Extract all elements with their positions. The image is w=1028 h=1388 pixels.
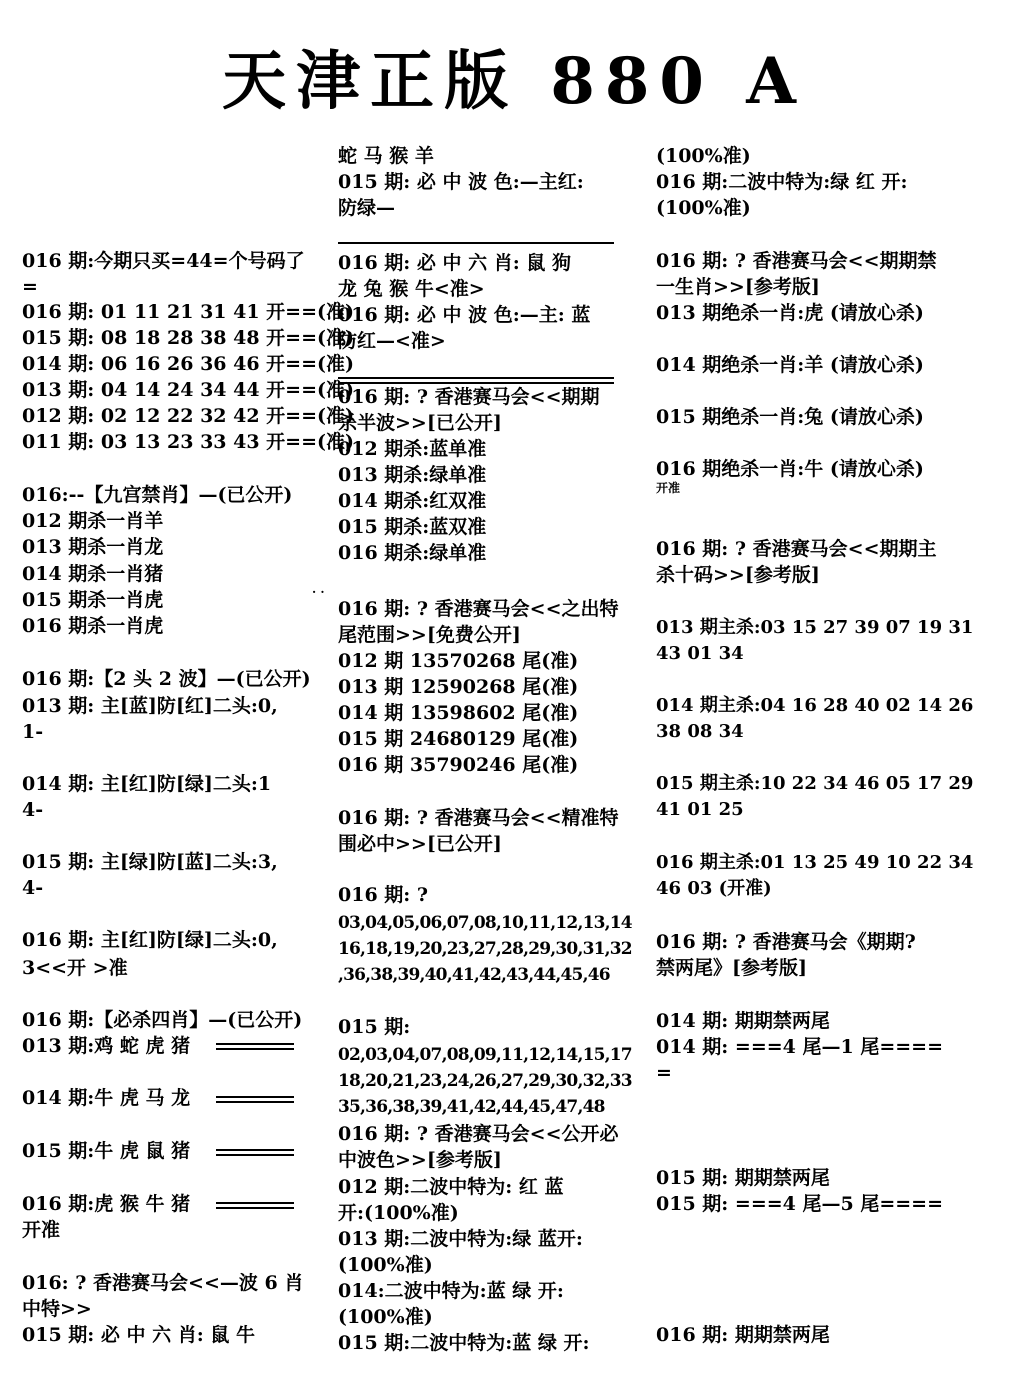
- right-line: 016 期绝杀一肖:牛 (请放心杀): [656, 458, 924, 480]
- left-line: 016 期:【必杀四肖】—(已公开): [22, 1009, 303, 1031]
- left-line: 016 期:【2 头 2 波】—(已公开): [22, 668, 311, 690]
- middle-line: (100%准): [338, 1254, 433, 1276]
- middle-line: 014 期杀:红双准: [338, 490, 487, 512]
- left-line: 016 期: 01 11 21 31 41 开==(准): [22, 301, 354, 323]
- middle-line: 围必中>>[已公开]: [338, 833, 502, 855]
- right-line: 013 期绝杀一肖:虎 (请放心杀): [656, 302, 924, 324]
- middle-line: 012 期:二波中特为: 红 蓝: [338, 1176, 564, 1198]
- left-line: 015 期:牛 虎 鼠 猪: [22, 1140, 191, 1162]
- right-line: 016 期:二波中特为:绿 红 开:: [656, 171, 908, 193]
- right-line: 016 期主杀:01 13 25 49 10 22 34: [656, 852, 974, 873]
- middle-line: 016 期 35790246 尾(准): [338, 754, 579, 776]
- right-line: (100%准): [656, 145, 751, 167]
- left-line: 016: ? 香港赛马会<<—波 6 肖: [22, 1272, 304, 1294]
- middle-line: 18,20,21,23,24,26,27,29,30,32,33: [338, 1071, 632, 1091]
- page-title: 天津正版 880 A: [222, 44, 806, 119]
- right-line: 016 期: 期期禁两尾: [656, 1324, 830, 1346]
- right-line: 41 01 25: [656, 799, 744, 820]
- right-line: 43 01 34: [656, 643, 744, 664]
- middle-line: 35,36,38,39,41,42,44,45,47,48: [338, 1097, 605, 1117]
- left-line: 016 期: 主[红]防[绿]二头:0,: [22, 929, 278, 951]
- left-line: 012 期杀一肖羊: [22, 510, 164, 532]
- middle-line: 防红—<准>: [338, 330, 446, 352]
- double-bar: [216, 1043, 294, 1050]
- right-line: =: [656, 1062, 672, 1084]
- section-divider: [338, 377, 614, 384]
- left-line: 013 期:鸡 蛇 虎 猪: [22, 1035, 191, 1057]
- right-line: 禁两尾》[参考版]: [656, 957, 807, 979]
- right-line: 014 期主杀:04 16 28 40 02 14 26: [656, 695, 974, 716]
- left-line: 016 期:虎 猴 牛 猪: [22, 1193, 191, 1215]
- middle-line: 16,18,19,20,23,27,28,29,30,31,32: [338, 939, 632, 959]
- left-line: 015 期: 08 18 28 38 48 开==(准): [22, 327, 354, 349]
- right-line: 013 期主杀:03 15 27 39 07 19 31: [656, 617, 974, 638]
- section-divider: [338, 242, 614, 244]
- left-line: 016 期杀一肖虎: [22, 615, 164, 637]
- right-line: 016 期: ? 香港赛马会<<期期禁: [656, 250, 937, 272]
- middle-line: 016 期: 必 中 波 色:—主: 蓝: [338, 304, 591, 326]
- left-line: 3<<开 >准: [22, 957, 128, 979]
- left-line: 012 期: 02 12 22 32 42 开==(准): [22, 405, 354, 427]
- middle-line: 尾范围>>[免费公开]: [338, 624, 521, 646]
- middle-line: 015 期 24680129 尾(准): [338, 728, 579, 750]
- left-line: 013 期杀一肖龙: [22, 536, 164, 558]
- middle-line: 016 期杀:绿单准: [338, 542, 487, 564]
- left-line: 013 期: 主[蓝]防[红]二头:0,: [22, 695, 278, 717]
- left-line: =: [22, 276, 38, 298]
- middle-line: (100%准): [338, 1306, 433, 1328]
- left-line: 014 期: 06 16 26 36 46 开==(准): [22, 353, 354, 375]
- middle-line: 016 期: ? 香港赛马会<<精准特: [338, 807, 619, 829]
- right-line: 015 期: ===4 尾—5 尾====: [656, 1193, 944, 1215]
- right-line: 016 期: ? 香港赛马会<<期期主: [656, 538, 937, 560]
- right-line: (100%准): [656, 197, 751, 219]
- middle-line: 02,03,04,07,08,09,11,12,14,15,17: [338, 1045, 632, 1065]
- double-bar: [216, 1096, 294, 1103]
- middle-line: 016 期: 必 中 六 肖: 鼠 狗: [338, 252, 571, 274]
- left-line: 015 期: 必 中 六 肖: 鼠 牛: [22, 1324, 255, 1346]
- right-line: 015 期主杀:10 22 34 46 05 17 29: [656, 773, 974, 794]
- right-line: 38 08 34: [656, 721, 744, 742]
- left-line: 014 期: 主[红]防[绿]二头:1: [22, 773, 272, 795]
- middle-line: 015 期:: [338, 1016, 411, 1038]
- right-line: 杀十码>>[参考版]: [656, 564, 820, 586]
- middle-line: 蛇 马 猴 羊: [338, 145, 434, 167]
- left-line: 4-: [22, 799, 44, 821]
- middle-line: 016 期: ?: [338, 884, 429, 906]
- middle-line: 015 期杀:蓝双准: [338, 516, 487, 538]
- left-line: 016 期:今期只买=44=个号码了: [22, 250, 305, 272]
- left-line: 015 期: 主[绿]防[蓝]二头:3,: [22, 851, 278, 873]
- right-line: 014 期绝杀一肖:羊 (请放心杀): [656, 354, 924, 376]
- middle-line: 015 期: 必 中 波 色:—主红:: [338, 171, 584, 193]
- right-line: 开准: [656, 481, 681, 495]
- middle-line: 开:(100%准): [338, 1202, 459, 1224]
- right-line: 015 期: 期期禁两尾: [656, 1167, 830, 1189]
- left-line: 016:--【九宫禁肖】—(已公开): [22, 484, 293, 506]
- left-line: 1-: [22, 721, 44, 743]
- middle-line: 03,04,05,06,07,08,10,11,12,13,14: [338, 913, 632, 933]
- middle-line: 中波色>>[参考版]: [338, 1149, 502, 1171]
- middle-line: 014 期 13598602 尾(准): [338, 702, 579, 724]
- right-line: 014 期: 期期禁两尾: [656, 1010, 830, 1032]
- right-line: 016 期: ? 香港赛马会《期期?: [656, 931, 916, 953]
- left-line: 中特>>: [22, 1298, 92, 1320]
- middle-line: 013 期杀:绿单准: [338, 464, 487, 486]
- middle-line: 013 期 12590268 尾(准): [338, 676, 579, 698]
- middle-line: 016 期: ? 香港赛马会<<期期: [338, 386, 600, 408]
- middle-line: 杀半波>>[已公开]: [338, 412, 502, 434]
- middle-line: 013 期:二波中特为:绿 蓝开:: [338, 1228, 583, 1250]
- middle-line: 龙 兔 猴 牛<准>: [338, 278, 485, 300]
- left-line: 014 期杀一肖猪: [22, 563, 164, 585]
- right-line: 46 03 (开准): [656, 878, 772, 899]
- left-line: 015 期杀一肖虎: [22, 589, 164, 611]
- left-line: 4-: [22, 877, 44, 899]
- right-line: 一生肖>>[参考版]: [656, 276, 820, 298]
- middle-line: 012 期杀:蓝单准: [338, 438, 487, 460]
- middle-line: ,36,38,39,40,41,42,43,44,45,46: [338, 965, 610, 985]
- left-line: 011 期: 03 13 23 33 43 开==(准): [22, 431, 354, 453]
- right-line: 015 期绝杀一肖:兔 (请放心杀): [656, 406, 924, 428]
- double-bar: [216, 1202, 294, 1209]
- left-line: 开准: [22, 1219, 61, 1241]
- middle-line: 012 期 13570268 尾(准): [338, 650, 579, 672]
- left-line: 013 期: 04 14 24 34 44 开==(准): [22, 379, 354, 401]
- middle-line: 016 期: ? 香港赛马会<<之出特: [338, 598, 619, 620]
- right-line: 014 期: ===4 尾—1 尾====: [656, 1036, 944, 1058]
- middle-line: 防绿—: [338, 197, 396, 219]
- middle-line: 014:二波中特为:蓝 绿 开:: [338, 1280, 564, 1302]
- stray-dots: · ·: [312, 585, 325, 599]
- middle-line: 016 期: ? 香港赛马会<<公开必: [338, 1123, 619, 1145]
- left-line: 014 期:牛 虎 马 龙: [22, 1087, 191, 1109]
- double-bar: [216, 1149, 294, 1156]
- middle-line: 015 期:二波中特为:蓝 绿 开:: [338, 1332, 590, 1354]
